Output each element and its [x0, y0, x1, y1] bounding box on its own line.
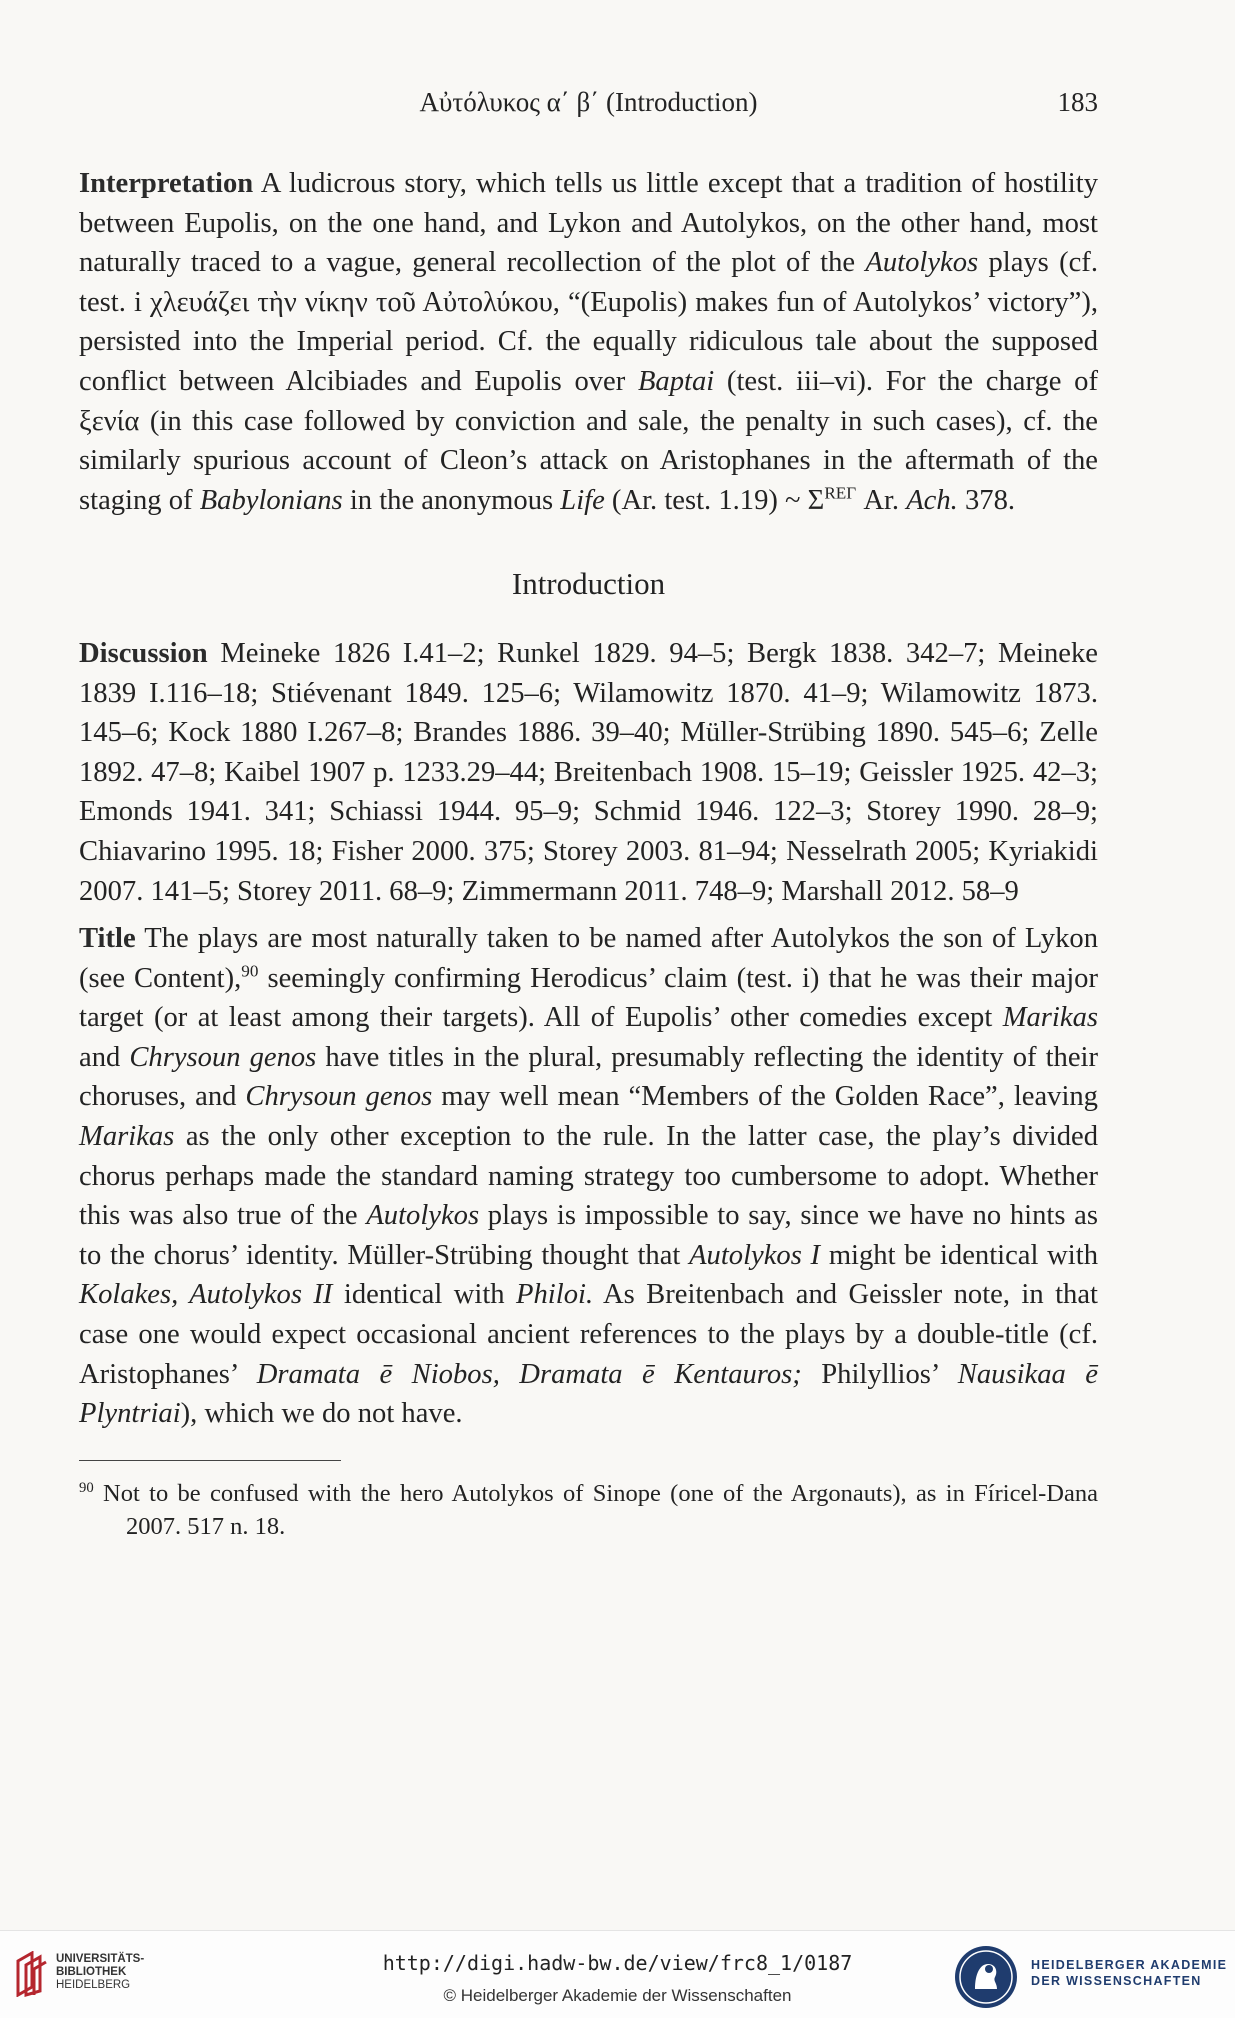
page-number: 183 [1057, 87, 1098, 117]
footnote-number: 90 [79, 1480, 94, 1497]
academy-name: HEIDELBERGER AKADEMIE DER WISSENSCHAFTEN [1031, 1958, 1228, 1988]
section-heading-introduction: Introduction [511, 566, 666, 602]
interpretation-paragraph: Interpretation A ludicrous story, which tells us little except that a tradition of hostility between Eupolis, on the one hand, and Lykon and Autolykos, on the other hand, most naturally traced to a vague, general recollection of the plot of the Autolykos plays (cf. test. i χλευάζει τὴν νίκην τοῦ Αὐτολύκου, “(Eupolis) makes fun of Autolykos’ victory”), persisted into the Imperial period. Cf. the equally ridiculous tale about the supposed conflict between Alcibiades and Eupolis over Baptai (test. iii–vi). For the charge of ξενία (in this case followed by conviction and sale, the penalty in such cases), cf. the similarly spurious account of Cleon’s attack on Aristophanes in the aftermath of the staging of Babylonians in the anonymous Life (Ar. test. 1.19) ~ $\Sigma^{RE\Gamma}$ Ar. Ach. 378. [79, 168, 1098, 516]
footnote-90: $^{90}$ Not to be confused with the hero Autolykos of Sinope (one of the Argonauts), as in Fíricel-Dana 2007. 517 n. 18. [79, 1480, 1098, 1541]
discussion-heading: Discussion [79, 637, 208, 669]
title-heading: Title [79, 923, 136, 955]
page-body [79, 164, 1098, 1543]
running-header [79, 87, 1098, 127]
title-paragraph: Title The plays are most naturally taken to be named after Autolykos the son of Lykon (see Content),$^{90}$ seemingly confirming Herodicus’ claim (test. i) that he was their major target (or at least among their targets). All of Eupolis’ other comedies except Marikas and Chrysoun genos have titles in the plural, presumably reflecting the identity of their choruses, and Chrysoun genos may well mean “Members of the Golden Race”, leaving Marikas as the only other exception to the rule. In the latter case, the play’s divided chorus perhaps made the standard naming strategy too cumbersome to adopt. Whether this was also true of the Autolykos plays is impossible to say, since we have no hints as to the chorus’ identity. Müller-Strübing thought that Autolykos I might be identical with Kolakes, Autolykos II identical with Philoi. As Breitenbach and Geissler note, in that case one would expect occasional ancient references to the plays by a double-title (cf. Aristophanes’ Dramata ē Niobos, Dramata ē Kentauros; Philyllios’ Nausikaa ē Plyntriai), which we do not have. [79, 923, 1099, 1430]
footnote-reference[interactable]: 90 [241, 961, 259, 981]
interpretation-heading: Interpretation [79, 168, 254, 199]
university-library-name: UNIVERSITÄTS- BIBLIOTHEK HEIDELBERG [56, 1953, 145, 1991]
discussion-paragraph: Discussion Meineke 1826 I.41–2; Runkel 1829. 94–5; Bergk 1838. 342–7; Meineke 1839 I.116–18; Stiévenant 1849. 125–6; Wilamowitz 1870. 41–9; Wilamowitz 1873. 145–6; Kock 1880 I.267–8; Brandes 1886. 39–40; Müller-Strübing 1890. 545–6; Zelle 1892. 47–8; Kaibel 1907 p. 1233.29–44; Breitenbach 1908. 15–19; Geissler 1925. 42–3; Emonds 1941. 341; Schiassi 1944. 95–9; Schmid 1946. 122–3; Storey 1990. 28–9; Chiavarino 1995. 18; Fisher 2000. 375; Storey 2003. 81–94; Nesselrath 2005; Kyriakidi 2007. 141–5; Storey 2011. 68–9; Zimmermann 2011. 748–9; Marshall 2012. 58–9 [79, 637, 1098, 907]
running-title: Αὐτόλυκος α΄ β΄ (Introduction) [419, 87, 758, 117]
permalink-url[interactable]: http://digi.hadw-bw.de/view/frc8_1/0187 [382, 1951, 853, 1975]
academy-seal-icon[interactable] [953, 1944, 1019, 2010]
footnote-divider [79, 1460, 341, 1462]
viewer-footer [0, 1930, 1235, 2018]
copyright-notice: © Heidelberger Akademie der Wissenschaften [443, 1986, 792, 2005]
